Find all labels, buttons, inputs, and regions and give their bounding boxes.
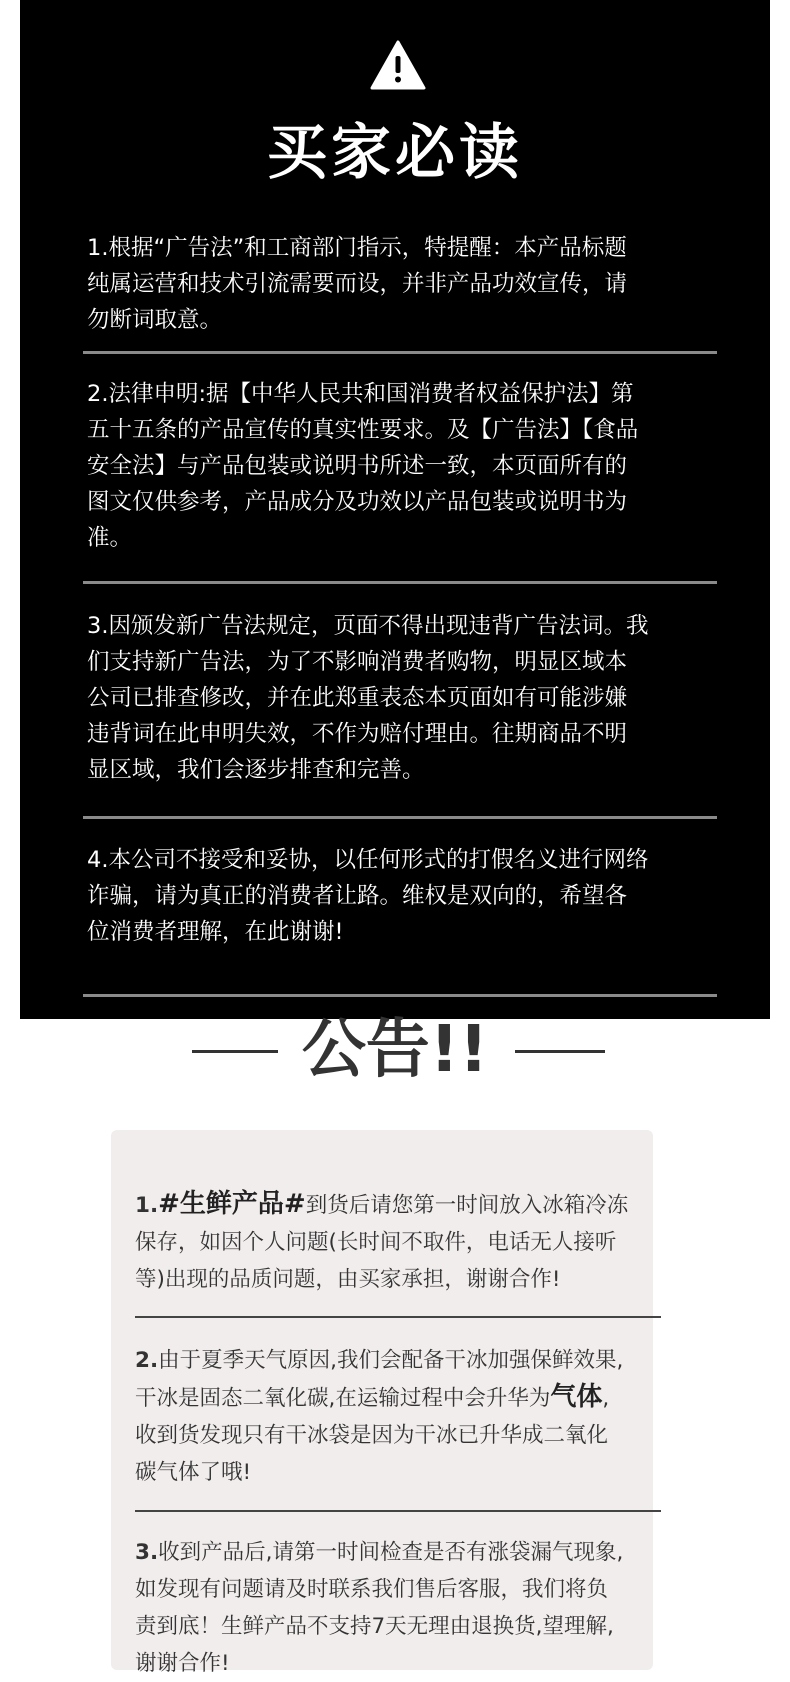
- notice-3-line-3: 公司已排查修改，并在此郑重表态本页面如有可能涉嫌: [87, 685, 628, 711]
- announcement-heading: [0, 1010, 790, 1090]
- item-2-line-2-text: 干冰是固态二氧化碳,在运输过程中会升华为: [135, 1386, 551, 1411]
- item-2-line-2-comma: ,: [602, 1386, 610, 1411]
- item-3-line-1: [135, 1534, 655, 1571]
- notice-2-line-1: 2.法律申明:据【中华人民共和国消费者权益保护法】第: [87, 381, 634, 407]
- divider: [83, 816, 717, 819]
- announcement-item-1: [135, 1186, 655, 1298]
- item-1-highlight: #生鲜产品#: [158, 1189, 306, 1219]
- item-2-line-1-text: 由于夏季天气原因,我们会配备干冰加强保鲜效果,: [158, 1348, 624, 1373]
- notice-1-line-2: 纯属运营和技术引流需要而设，并非产品功效宣传，请: [87, 271, 628, 297]
- notice-2: [87, 376, 737, 556]
- card-divider: [135, 1510, 661, 1512]
- item-1-line-2: 保存，如因个人问题(长时间不取件，电话无人接听: [135, 1230, 617, 1255]
- notice-4-line-3: 位消费者理解，在此谢谢!: [87, 919, 344, 945]
- notice-2-line-5: 准。: [87, 525, 133, 551]
- notice-2-line-4: 图文仅供参考，产品成分及功效以产品包装或说明书为: [87, 489, 628, 515]
- card-divider: [135, 1316, 661, 1318]
- notice-3-line-1: 3.因颁发新广告法规定，页面不得出现违背广告法词。我: [87, 613, 649, 639]
- divider: [83, 351, 717, 354]
- notice-1-line-1: 1.根据“广告法”和工商部门指示，特提醒：本产品标题: [87, 235, 627, 261]
- item-3-line-2: 如发现有问题请及时联系我们售后客服，我们将负: [135, 1577, 609, 1602]
- item-3-number: 3.: [135, 1540, 159, 1565]
- notice-1: [87, 230, 737, 338]
- announcement-title: 公告!!: [301, 1013, 489, 1087]
- item-2-highlight: 气体: [550, 1382, 603, 1412]
- item-3-line-1-text: 收到产品后,请第一时间检查是否有涨袋漏气现象,: [158, 1540, 624, 1565]
- notice-2-line-3: 安全法】与产品包装或说明书所述一致，本页面所有的: [87, 453, 628, 479]
- page-title: 买家必读: [267, 118, 523, 188]
- item-3-line-3: 责到底！生鲜产品不支持7天无理由退换货,望理解,: [135, 1614, 614, 1639]
- item-1-number: 1.: [135, 1193, 159, 1218]
- item-2-line-2: [135, 1379, 655, 1417]
- announcement-item-2: [135, 1342, 655, 1491]
- item-1-line-1-text: 到货后请您第一时间放入冰箱冷冻: [305, 1193, 629, 1218]
- item-2-line-3: 收到货发现只有干冰袋是因为干冰已升华成二氧化: [135, 1423, 609, 1448]
- item-2-line-1: [135, 1342, 655, 1379]
- notice-4-line-1: 4.本公司不接受和妥协，以任何形式的打假名义进行网络: [87, 847, 649, 873]
- heading-rule-right: [515, 1050, 605, 1053]
- notice-2-line-2: 五十五条的产品宣传的真实性要求。及【广告法】【食品: [87, 417, 639, 443]
- divider: [83, 994, 717, 997]
- notice-3-line-4: 违背词在此申明失效，不作为赔付理由。往期商品不明: [87, 721, 628, 747]
- notice-1-line-3: 勿断词取意。: [87, 307, 223, 333]
- item-3-line-4: 谢谢合作!: [135, 1651, 230, 1676]
- item-2-line-4: 碳气体了哦!: [135, 1460, 252, 1485]
- notice-3: [87, 608, 737, 788]
- item-1-line-3: 等)出现的品质问题，由买家承担，谢谢合作!: [135, 1267, 561, 1292]
- divider: [83, 581, 717, 584]
- announcement-item-3: [135, 1534, 655, 1682]
- notice-4: [87, 842, 737, 950]
- item-1-line-1: [135, 1186, 655, 1224]
- item-2-number: 2.: [135, 1348, 159, 1373]
- notice-3-line-5: 显区域，我们会逐步排查和完善。: [87, 757, 425, 783]
- notice-3-line-2: 们支持新广告法，为了不影响消费者购物，明显区域本: [87, 649, 628, 675]
- notice-4-line-2: 诈骗，请为真正的消费者让路。维权是双向的，希望各: [87, 883, 628, 909]
- warning-triangle-icon: [370, 40, 426, 90]
